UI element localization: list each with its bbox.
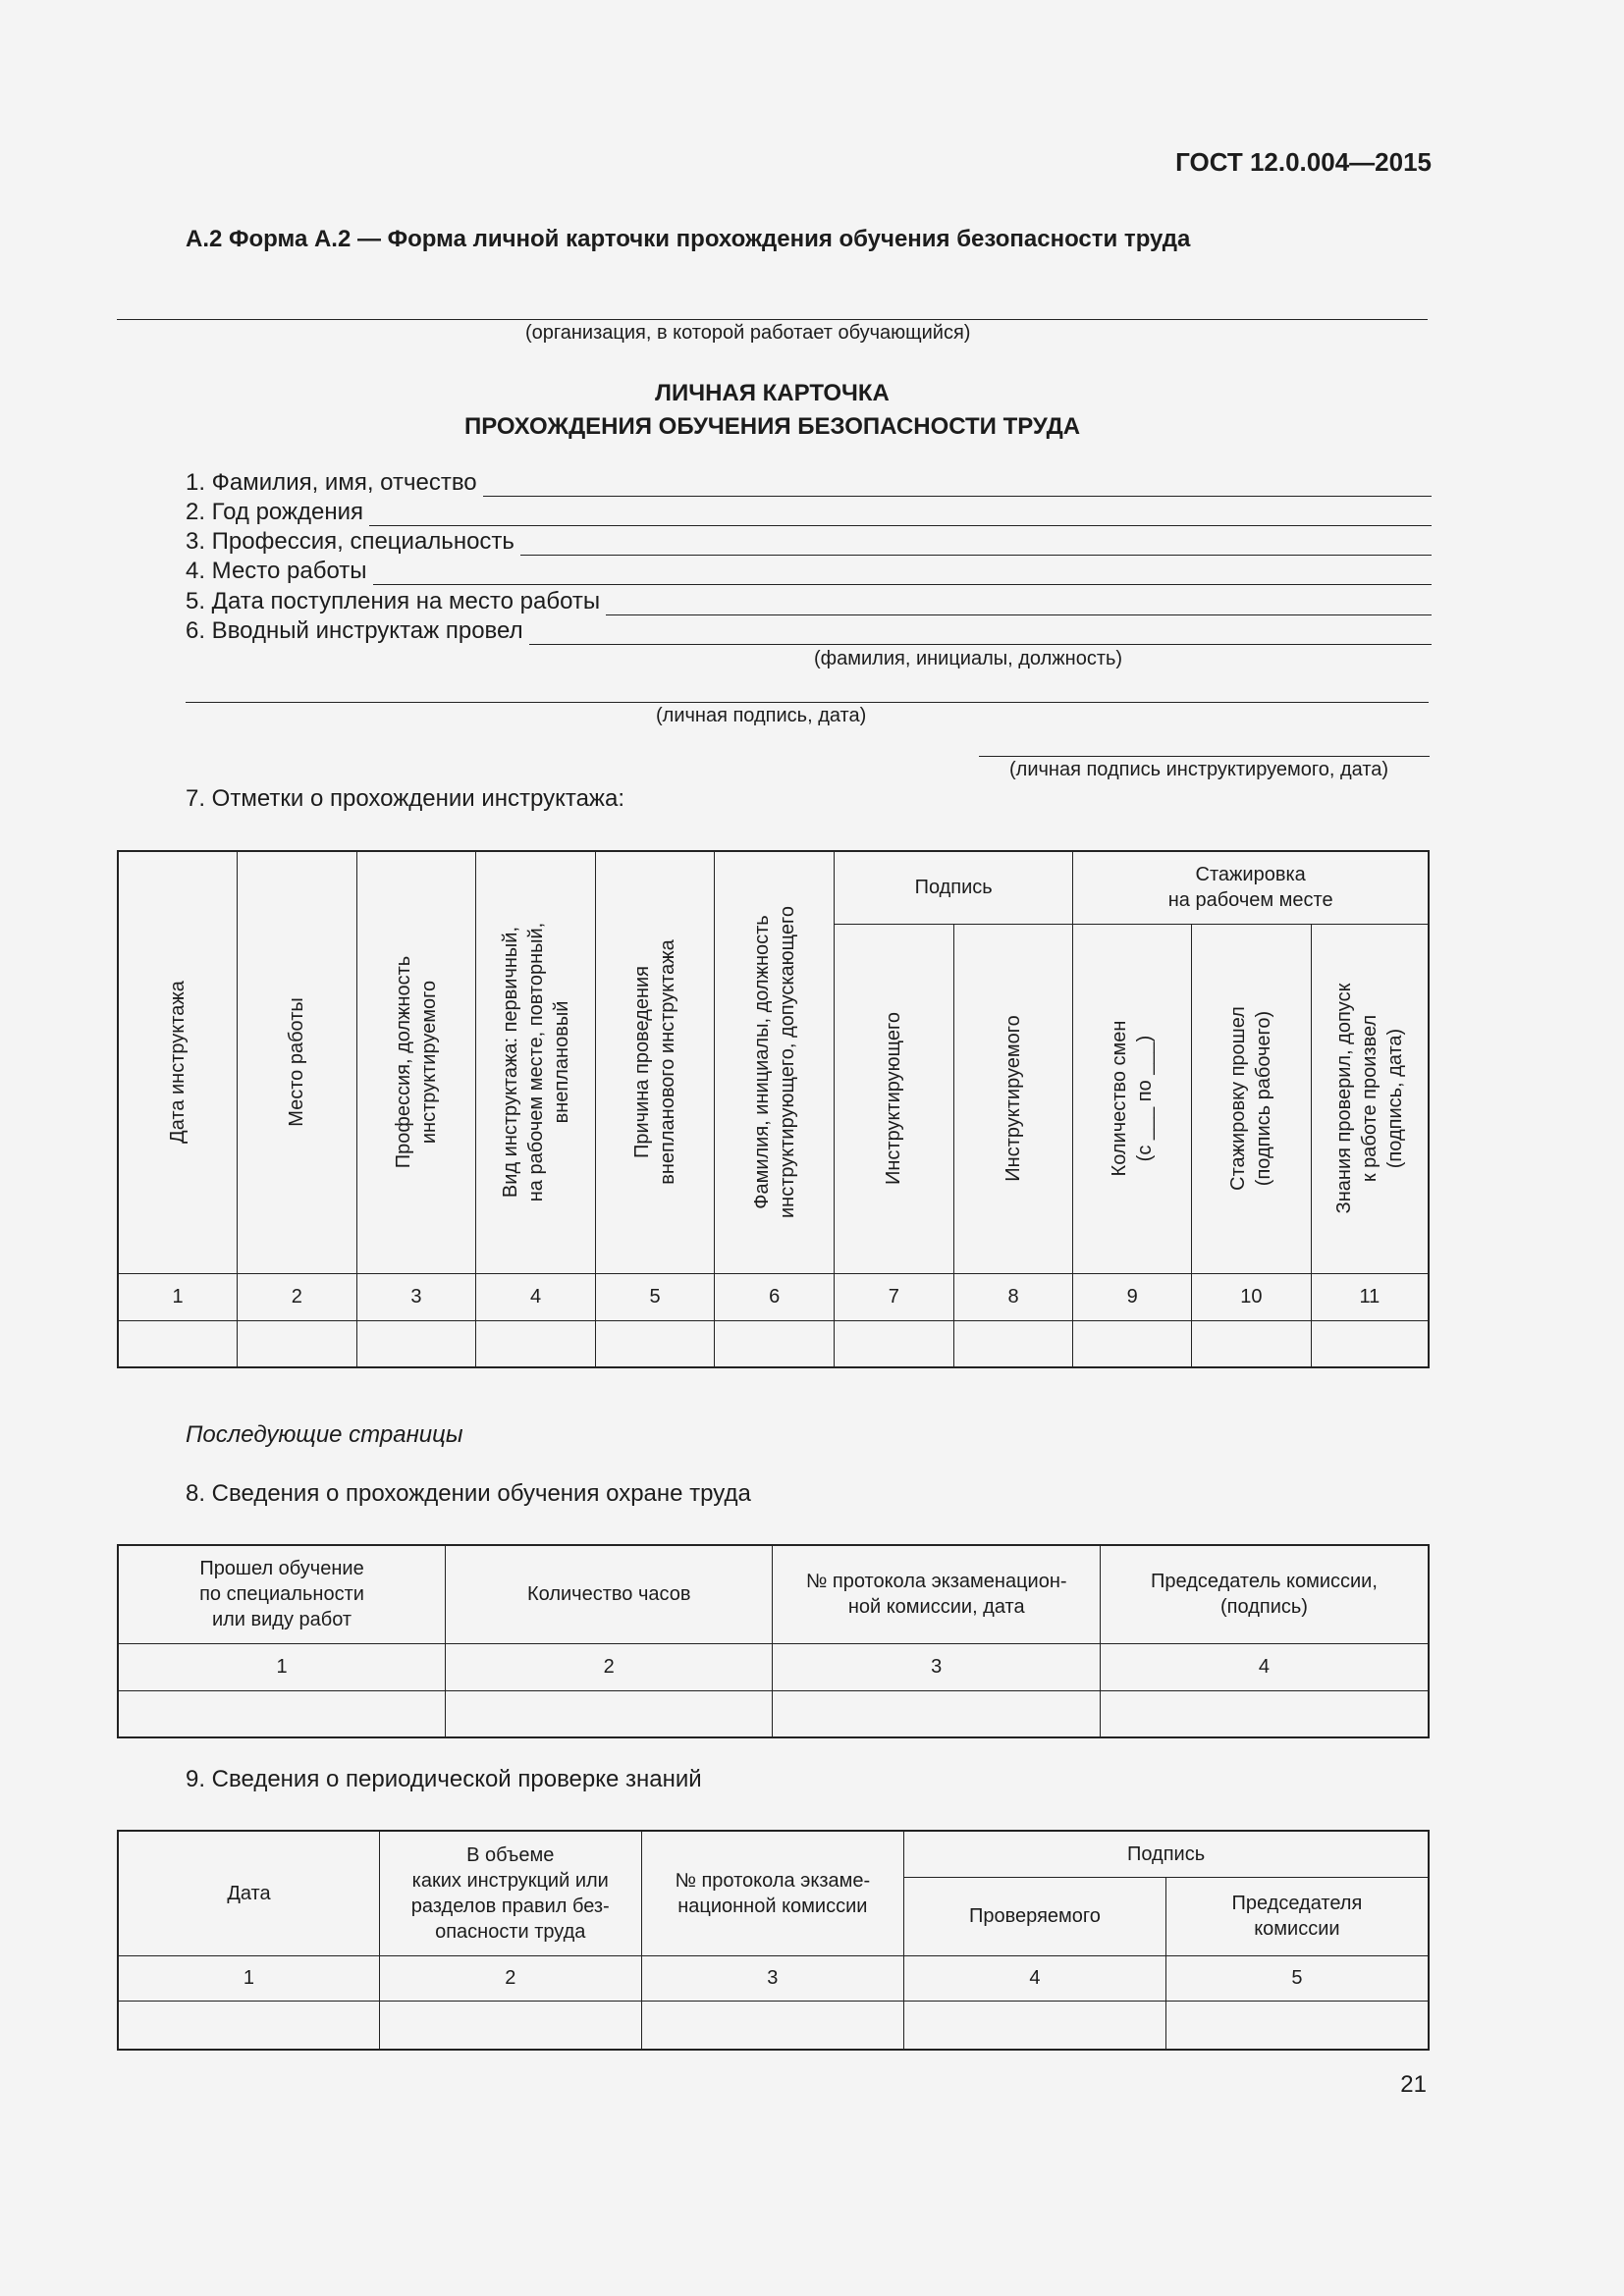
col-header: Председатель комиссии, (подпись) <box>1100 1545 1429 1643</box>
group-header-signature: Подпись <box>834 851 1072 924</box>
section8-title: 8. Сведения о прохождении обучения охране труда <box>186 1480 751 1507</box>
col-header: Дата <box>118 1831 379 1955</box>
trainee-signature-line[interactable] <box>979 756 1430 757</box>
col-header: В объеме каких инструкций или разделов правил без- опасности труда <box>379 1831 641 1955</box>
table-cell[interactable] <box>773 1690 1101 1737</box>
signature-line[interactable] <box>186 702 1429 703</box>
table-cell[interactable] <box>118 2001 379 2050</box>
field-birth-year[interactable] <box>186 497 1432 526</box>
table-cell[interactable] <box>379 2001 641 2050</box>
subsequent-pages-label: Последующие страницы <box>186 1421 463 1448</box>
table-cell[interactable] <box>1192 1320 1312 1367</box>
table-cell[interactable] <box>1100 1690 1429 1737</box>
table-cell[interactable] <box>238 1320 357 1367</box>
page-number: 21 <box>1400 2071 1427 2098</box>
field-workplace[interactable] <box>186 556 1432 585</box>
card-title-line2: ПРОХОЖДЕНИЯ ОБУЧЕНИЯ БЕЗОПАСНОСТИ ТРУДА <box>463 413 1081 440</box>
group-header-internship: Стажировка на рабочем месте <box>1073 851 1429 924</box>
field-blank[interactable] <box>373 562 1432 585</box>
col-header: Инструктируемого <box>1002 1015 1024 1182</box>
col-number: 7 <box>834 1273 953 1320</box>
organization-caption: (организация, в которой работает обучающийся) <box>525 322 971 344</box>
col-number: 5 <box>595 1273 715 1320</box>
col-header: Знания проверил, допуск к работе произвел (подпись, дата) <box>1332 983 1406 1214</box>
col-number: 1 <box>118 1955 379 2001</box>
col-number: 5 <box>1165 1955 1429 2001</box>
col-number: 2 <box>379 1955 641 2001</box>
field-profession[interactable] <box>186 526 1432 556</box>
col-header: № протокола экзаменацион- ной комиссии, дата <box>773 1545 1101 1643</box>
field-full-name[interactable] <box>186 467 1432 497</box>
column-numbers-row <box>118 1273 1429 1320</box>
standard-number: ГОСТ 12.0.004—2015 <box>1175 147 1432 177</box>
table-row[interactable] <box>118 2001 1429 2050</box>
field-blank[interactable] <box>483 474 1432 497</box>
col-header: Количество смен (с ___ по ___) <box>1109 1020 1157 1177</box>
col-header: Проверяемого <box>904 1877 1166 1955</box>
col-header: Место работы <box>286 997 308 1128</box>
table-cell[interactable] <box>446 1690 773 1737</box>
col-number: 4 <box>904 1955 1166 2001</box>
field-label: 2. Год рождения <box>186 499 364 525</box>
col-number: 1 <box>118 1273 238 1320</box>
field-label: 5. Дата поступления на место работы <box>186 588 601 614</box>
col-number: 1 <box>118 1643 446 1690</box>
field-blank[interactable] <box>369 504 1432 526</box>
col-header: № протокола экзаме- национной комиссии <box>641 1831 904 1955</box>
field-label: 3. Профессия, специальность <box>186 528 514 555</box>
field-label: 4. Место работы <box>186 558 367 584</box>
field-induction-instructor[interactable] <box>186 615 1432 645</box>
col-header: Инструктирующего <box>883 1012 905 1186</box>
col-number: 6 <box>715 1273 835 1320</box>
table-cell[interactable] <box>641 2001 904 2050</box>
col-number: 10 <box>1192 1273 1312 1320</box>
organization-line <box>117 319 1428 320</box>
col-header: Количество часов <box>446 1545 773 1643</box>
table-cell[interactable] <box>118 1690 446 1737</box>
instruction-table <box>117 850 1430 1368</box>
field-start-date[interactable] <box>186 586 1432 615</box>
table-cell[interactable] <box>715 1320 835 1367</box>
col-number: 2 <box>446 1643 773 1690</box>
table-cell[interactable] <box>1073 1320 1192 1367</box>
col-header: Профессия, должность инструктируемого <box>392 956 440 1169</box>
instructor-caption: (фамилия, инициалы, должность) <box>814 648 1123 669</box>
section9-title: 9. Сведения о периодической проверке знаний <box>186 1766 702 1792</box>
card-title <box>0 377 1544 444</box>
field-blank[interactable] <box>529 622 1432 645</box>
table-cell[interactable] <box>356 1320 476 1367</box>
col-number: 9 <box>1073 1273 1192 1320</box>
col-number: 11 <box>1311 1273 1429 1320</box>
group-header-signature: Подпись <box>904 1831 1429 1877</box>
col-header: Причина проведения внепланового инструктажа <box>631 939 679 1185</box>
col-number: 3 <box>356 1273 476 1320</box>
trainee-signature-caption: (личная подпись инструктируемого, дата) <box>1009 759 1389 780</box>
table-row[interactable] <box>118 1320 1429 1367</box>
card-title-line1: ЛИЧНАЯ КАРТОЧКА <box>655 380 890 406</box>
field-blank[interactable] <box>520 533 1432 556</box>
table-cell[interactable] <box>834 1320 953 1367</box>
knowledge-check-table <box>117 1830 1430 2051</box>
col-header: Фамилия, инициалы, должность инструктирующего, допускающего <box>750 906 798 1219</box>
table-row[interactable] <box>118 1690 1429 1737</box>
table-cell[interactable] <box>953 1320 1073 1367</box>
field-label: 6. Вводный инструктаж провел <box>186 617 523 644</box>
col-header: Дата инструктажа <box>167 981 189 1145</box>
table-cell[interactable] <box>1165 2001 1429 2050</box>
col-number: 8 <box>953 1273 1073 1320</box>
table-cell[interactable] <box>1311 1320 1429 1367</box>
col-number: 3 <box>773 1643 1101 1690</box>
training-table <box>117 1544 1430 1738</box>
table-cell[interactable] <box>476 1320 596 1367</box>
col-header: Прошел обучение по специальности или виду работ <box>118 1545 446 1643</box>
col-header: Вид инструктажа: первичный, на рабочем месте, повторный, внеплановый <box>499 923 572 1202</box>
col-number: 4 <box>476 1273 596 1320</box>
col-number: 4 <box>1100 1643 1429 1690</box>
table-cell[interactable] <box>904 2001 1166 2050</box>
col-header: Председателя комиссии <box>1165 1877 1429 1955</box>
table-cell[interactable] <box>118 1320 238 1367</box>
table-cell[interactable] <box>595 1320 715 1367</box>
col-number: 3 <box>641 1955 904 2001</box>
col-header: Стажировку прошел (подпись рабочего) <box>1227 1006 1275 1191</box>
section-title: А.2 Форма А.2 — Форма личной карточки прохождения обучения безопасности труда <box>186 226 1191 252</box>
signature-caption: (личная подпись, дата) <box>656 705 867 726</box>
field-label: 1. Фамилия, имя, отчество <box>186 469 477 496</box>
col-number: 2 <box>238 1273 357 1320</box>
section7-title: 7. Отметки о прохождении инструктажа: <box>186 785 624 812</box>
field-blank[interactable] <box>606 593 1432 615</box>
